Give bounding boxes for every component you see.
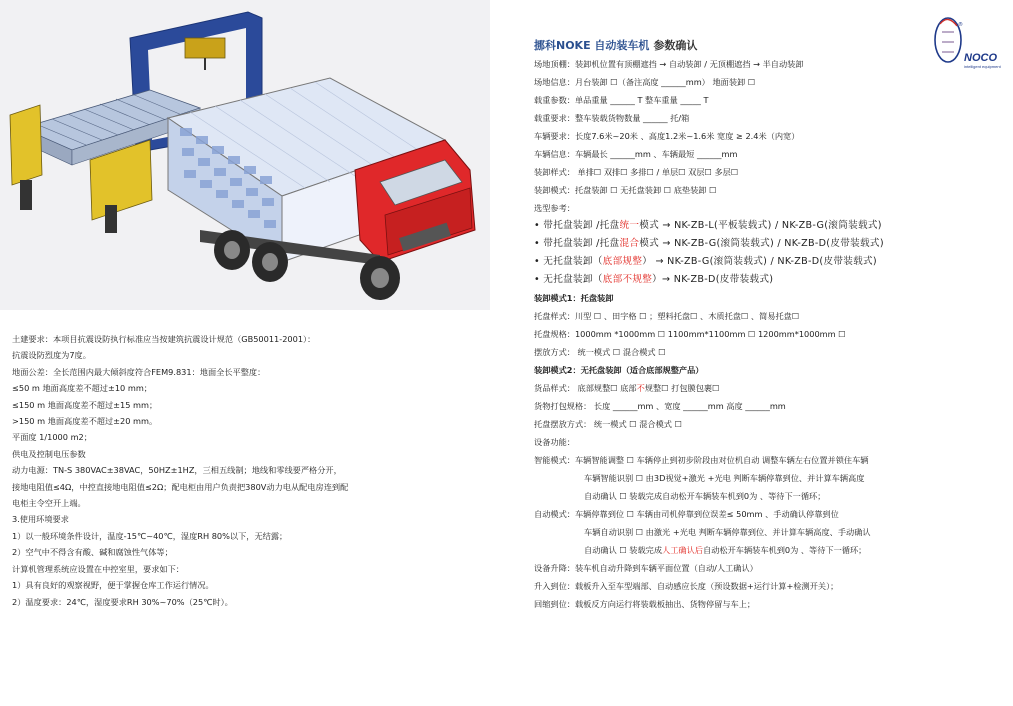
req-line: 动力电源：TN-S 380VAC±38VAC，50HZ±1HZ，三相五线制；地线和零线要严格分开， xyxy=(12,465,342,476)
logo-text: NOCO xyxy=(964,52,997,64)
auto-confirm-line: 自动确认 ☐ 装载完成人工确认后自动松开车辆装车机到0为 、等待下一循环； xyxy=(584,545,867,555)
selection-option-2: • 带托盘装卸 /托盘混合模式 → NK-ZB-G(滚筒装载式) / NK-ZB-D(皮带装载式) xyxy=(534,238,884,249)
site-info-line: 场地信息：月台装卸 ☐（备注高度 ______mm） 地面装卸 ☐ xyxy=(534,77,756,87)
functions-heading: 设备功能： xyxy=(534,437,575,447)
vehicle-info-line: 车辆信息：车辆最长 ______mm 、车辆最短 ______mm xyxy=(534,149,738,159)
req-line: 2）温度要求：24℃，湿度要求RH 30%~70%（25℃时）。 xyxy=(12,596,233,607)
package-spec-line: 货物打包规格： 长度 ______mm 、宽度 ______mm 高度 ______mm xyxy=(534,401,786,411)
req-line: ≤150 m 地面高度差不超过±15 mm； xyxy=(12,399,158,410)
req-line: 1）以一般环境条件设计，温度-15℃~40℃，湿度RH 80%以下，无结露； xyxy=(12,530,288,541)
req-line: ≤50 m 地面高度差不超过±10 mm； xyxy=(12,383,152,394)
extend-line: 升入到位：载板升入至车型端部、自动感应长度（预设数据+运行计算+检测开关）； xyxy=(534,581,839,591)
auto-mode-line: 自动模式：车辆停靠到位 ☐ 车辆由司机停靠到位误差≤ 50mm 、手动确认停靠到位 xyxy=(534,509,839,519)
mode1-heading: 装卸模式1：托盘装卸 xyxy=(534,293,614,303)
req-line: 地面公差：全长范围内最大倾斜度符合FEM9.831：地面全长平整度： xyxy=(12,366,266,377)
load-params-line: 载重参数：单品重量 ______ T 整车重量 _____ T xyxy=(534,95,709,105)
selection-reference-heading: 选型参考： xyxy=(534,203,575,213)
logo-tagline: intelligent equipment xyxy=(964,64,1001,69)
req-line: >150 m 地面高度差不超过±20 mm。 xyxy=(12,416,158,427)
goods-style-line: 货品样式： 底部规整☐ 底部不规整☐ 打包膜包裹☐ xyxy=(534,383,720,393)
parameter-lines xyxy=(534,55,1004,613)
doc-title-sub: 参数确认 xyxy=(653,39,698,52)
req-line: 接地电阻值≤4Ω，中控直接地电阻值≤2Ω；配电柜由用户负责把380V动力电从配电房连到配 xyxy=(12,481,349,492)
selection-option-3: • 无托盘装卸（底部规整） → NK-ZB-G(滚筒装载式) / NK-ZB-D(皮带装载式) xyxy=(534,256,877,267)
req-line: 计算机管理系统应设置在中控室里，要求如下： xyxy=(12,563,184,574)
req-line: 抗震设防烈度为7度。 xyxy=(12,350,91,361)
smart-mode-line: 智能模式：车辆智能调整 ☐ 车辆停止到初步阶段由对位机自动 调整车辆左右位置并锁住车辆 xyxy=(534,455,869,465)
site-canopy-line: 场地顶棚：装卸机位置有顶棚遮挡 → 自动装卸 / 无顶棚遮挡 → 半自动装卸 xyxy=(534,59,804,69)
loading-style-line: 装卸样式： 单排☐ 双排☐ 多排☐ / 单层☐ 双层☐ 多层☐ xyxy=(534,167,739,177)
pallet-style-line: 托盘样式：川型 ☐ 、田字格 ☐ ；塑料托盘☐ 、木质托盘☐ 、简易托盘☐ xyxy=(534,311,800,321)
smart-confirm-line: 自动确认 ☐ 装载完成自动松开车辆装车机到0为 、等待下一循环； xyxy=(584,491,826,501)
req-line: 电柜主令空开上端。 xyxy=(12,498,86,509)
svg-text:®: ® xyxy=(958,22,963,28)
pallet-spec-line: 托盘规格：1000mm *1000mm ☐ 1100mm*1100mm ☐ 1200mm*1000mm ☐ xyxy=(534,329,846,339)
lift-line: 设备升降：装车机自动升降到车辆平面位置（自动/人工确认） xyxy=(534,563,758,573)
req-line: 1）具有良好的观察视野，便于掌握仓库工作运行情况。 xyxy=(12,580,214,591)
mode2-heading: 装卸模式2：无托盘装卸（适合底部规整产品） xyxy=(534,365,704,375)
req-line: 2）空气中不得含有酸、碱和腐蚀性气体等； xyxy=(12,547,173,558)
req-line: 平面度 1/1000 m2； xyxy=(12,432,92,443)
selection-option-4: • 无托盘装卸（底部不规整）→ NK-ZB-D(皮带装载式) xyxy=(534,274,774,285)
selection-option-1: • 带托盘装卸 /托盘统一模式 → NK-ZB-L(平板装载式) / NK-ZB-G(滚筒装载式) xyxy=(534,220,882,231)
loader-truck-illustration xyxy=(0,0,490,310)
req-line: 供电及控制电压参数 xyxy=(12,448,86,459)
loading-mode-line: 装卸模式：托盘装卸 ☐ 无托盘装卸 ☐ 底垫装卸 ☐ xyxy=(534,185,717,195)
retract-line: 回缩到位：载板反方向运行将装载板抽出、货物停留与车上； xyxy=(534,599,756,609)
auto-recognition-line: 车辆自动识别 ☐ 由激光 +光电 判断车辆停靠到位、并计算车辆高度、手动确认 xyxy=(584,527,871,537)
site-requirements-text xyxy=(12,331,482,610)
req-line: 3.使用环境要求 xyxy=(12,514,69,525)
load-requirement-line: 载重要求：整车装载货物数量 ______ 托/箱 xyxy=(534,113,690,123)
doc-title-main: 挪科NOKE 自动装车机 xyxy=(534,39,650,52)
req-line: 土建要求：本项目抗震设防执行标准应当按建筑抗震设计规范（GB50011-2001）： xyxy=(12,334,316,344)
placement-method-line: 摆放方式： 统一模式 ☐ 混合模式 ☐ xyxy=(534,347,666,357)
smart-recognition-line: 车辆智能识别 ☐ 由3D视觉+激光 +光电 判断车辆停靠到位、并计算车辆高度 xyxy=(584,473,865,483)
tray-placement-line: 托盘摆放方式： 统一模式 ☐ 混合模式 ☐ xyxy=(534,419,682,429)
doc-title xyxy=(534,37,697,53)
vehicle-requirement-line: 车辆要求：长度7.6米~20米 、高度1.2米~1.6米 宽度 ≥ 2.4米（内宽） xyxy=(534,131,800,141)
loader-truck-drawing xyxy=(0,0,490,310)
